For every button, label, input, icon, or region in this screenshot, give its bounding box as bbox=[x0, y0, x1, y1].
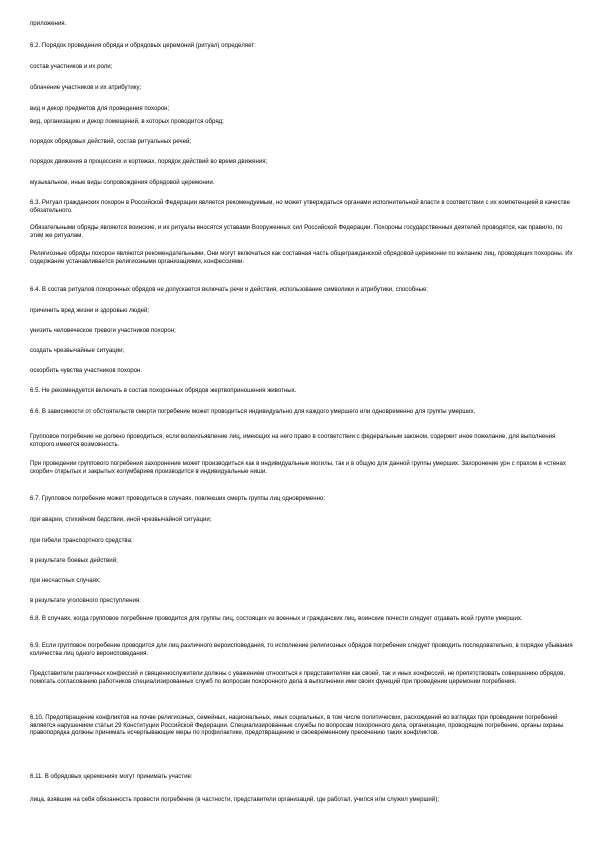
paragraph: 6.9. Если групповое погребение проводится для лиц различного вероисповедания, то исполнение религиозных обрядов погребения следует проводить последовательно, в порядке убывания количества лиц одного вероисповедания. bbox=[30, 642, 573, 657]
paragraph: лица, взявшие на себя обязанность провести погребение (в частности, представители организаций, где работал, учился или служил умерший); bbox=[30, 796, 439, 803]
paragraph: причинить вред жизни и здоровью людей; bbox=[30, 307, 150, 314]
paragraph: Групповое погребение не должно проводиться, если волеизъявление лиц, имеющих на него право в соответствии с федеральным законом, содержит иное пожелание, для выполнения которого имеется возможность. bbox=[30, 433, 556, 448]
paragraph: 6.8. В случаях, когда групповое погребение проводится для группы лиц, состоящих из военных и гражданских лиц, воинские почести следует отдавать всей группе умерших. bbox=[30, 615, 523, 622]
paragraph: состав участников и их роли; bbox=[30, 63, 113, 70]
paragraph: вид и декор предметов для проведения похорон; bbox=[30, 105, 170, 112]
paragraph: 6.3. Ритуал гражданских похорон в Российской Федерации является рекомендуемым, но может утверждаться органами исполнительной власти в соответствии с их компетенцией в качестве обязательного. bbox=[30, 199, 570, 214]
paragraph: 6.4. В состав ритуалов похоронных обрядов не допускается включать речи и действия, использование символики и атрибутики, способные: bbox=[30, 286, 429, 293]
paragraph: 6.11. В обрядовых церемониях могут принимать участие: bbox=[30, 773, 193, 780]
paragraph: порядок движения в процессиях и кортежах, порядок действий во время движения; bbox=[30, 158, 268, 165]
paragraph: в результате уголовного преступления. bbox=[30, 597, 141, 604]
paragraph: приложения. bbox=[30, 20, 67, 27]
paragraph: 6.10. Предотвращение конфликтов на почве религиозных, семейных, национальных, иных социальных, в том числе политических, расхождений во взглядах при проведении погребений является нарушением статьи 29 Конституции Российской Федерации. Специализированные службы по вопросам похоронного дела, организации, проводящие погребение, органы охраны правопорядка должны принимать исчерпывающие меры по профилактике, предотвращению и своевременному пресечению таких конфликтов. bbox=[30, 714, 564, 737]
paragraph: 6.5. Не рекомендуется включать в состав похоронных обрядов жертвоприношения животных. bbox=[30, 387, 297, 394]
paragraph: создать чрезвычайные ситуации; bbox=[30, 347, 125, 354]
paragraph: Религиозные обряды похорон являются рекомендательными. Они могут включаться как составная часть общегражданской обрядовой церемонии по желанию лиц, проводящих похороны. Их содержание устанавливается религиозными организациями, конфессиями. bbox=[30, 250, 573, 265]
paragraph: Представители различных конфессий и священнослужители должны с уважением относиться к представителям как своей, так и иных конфессий, не препятствовать совершению обрядов, помогать согласованию работников специализированных служб по вопросам похоронного дела в выполнении ими своих функций при проведении церемонии погребения. bbox=[30, 670, 566, 685]
paragraph: порядок обрядовых действий, состав ритуальных речей; bbox=[30, 138, 192, 145]
paragraph: музыкальное, иные виды сопровождения обрядовой церемонии. bbox=[30, 179, 215, 186]
paragraph: 6.6. В зависимости от обстоятельств смерти погребение может проводиться индивидуально для каждого умершего или одновременно для группы умерших. bbox=[30, 408, 476, 415]
paragraph: облачение участников и их атрибутику; bbox=[30, 84, 142, 91]
paragraph: при аварии, стихийном бедствии, иной чрезвычайной ситуации; bbox=[30, 516, 212, 523]
paragraph: при гибели транспортного средства; bbox=[30, 537, 133, 544]
paragraph: Обязательными обряды являются воинские, и их ритуалы вносятся уставами Вооруженных сил Российской Федерации. Похороны государственных деятелей проводятся, как правило, по этим же ритуалам. bbox=[30, 224, 563, 239]
paragraph: При проведении группового погребения захоронение может производиться как в индивидуальные могилы, так и в общую для данной группы умерших. Захоронение урн с прахом в «стенах скорби» открытых и закрытых колумбариев производится в индивидуальные ниши. bbox=[30, 460, 566, 475]
paragraph: 6.7. Групповое погребение может проводиться в случаях, повлекших смерть группы лиц одновременно: bbox=[30, 495, 326, 502]
paragraph: при несчастных случаях; bbox=[30, 577, 101, 584]
paragraph: оскорбить чувства участников похорон. bbox=[30, 367, 143, 374]
paragraph: вид, организацию и декор помещений, в которых проводится обряд; bbox=[30, 118, 224, 125]
paragraph: унизить человеческое тревоги участников похорон; bbox=[30, 327, 176, 334]
paragraph: 6.2. Порядок проведения обряда и обрядовых церемоний (ритуал) определяет: bbox=[30, 42, 256, 49]
paragraph: в результате боевых действий; bbox=[30, 557, 118, 564]
